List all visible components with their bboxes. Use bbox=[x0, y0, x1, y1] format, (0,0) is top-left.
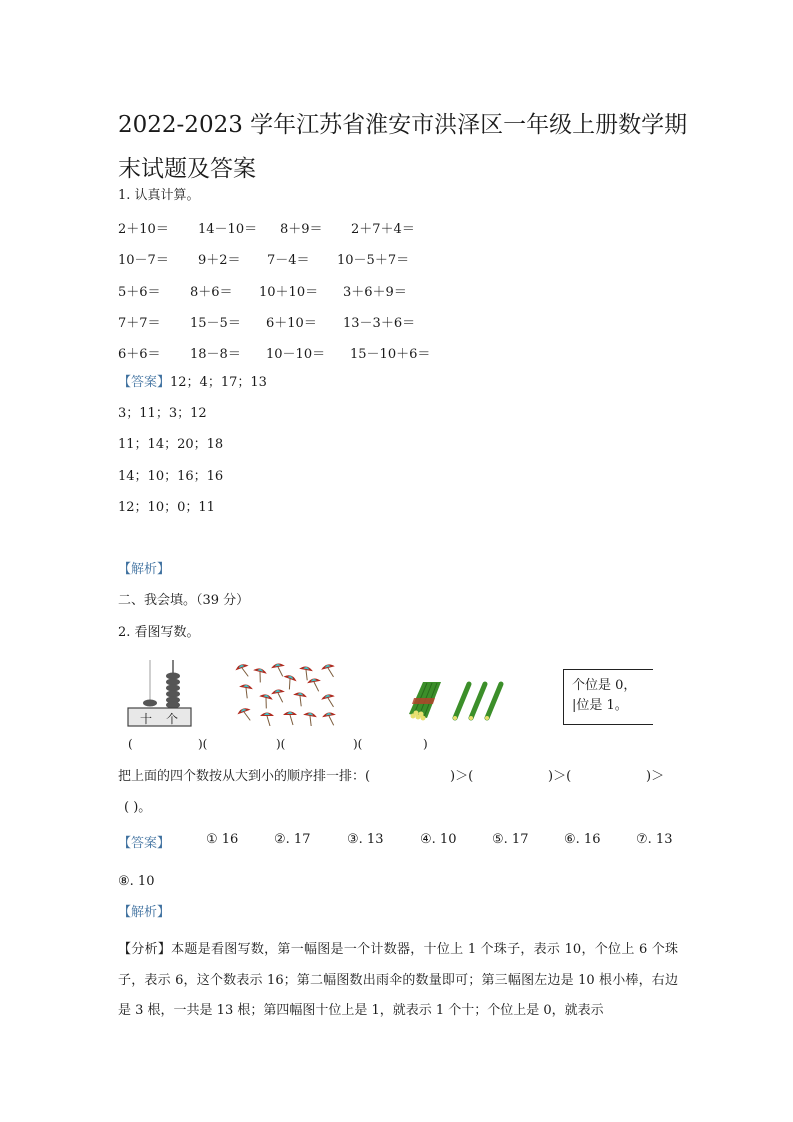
equation: 6＋6＝ bbox=[118, 347, 161, 362]
answer-item: ④. 10 bbox=[420, 832, 457, 847]
answer-blanks bbox=[118, 737, 438, 755]
equation: 8＋9＝ bbox=[280, 222, 323, 237]
umbrella-figure bbox=[230, 658, 340, 726]
equation: 15－10＋6＝ bbox=[350, 347, 431, 362]
answer-item: ③. 13 bbox=[347, 832, 384, 847]
sticks-icon bbox=[405, 672, 510, 724]
tens-label: 十 bbox=[140, 712, 153, 726]
section-heading: 二、我会填。（39 分） bbox=[118, 593, 250, 608]
equation: 3＋6＋9＝ bbox=[343, 285, 407, 300]
blank-paren: ) bbox=[423, 737, 428, 751]
place-value-box bbox=[563, 669, 653, 725]
answer-item: ⑤. 17 bbox=[492, 832, 529, 847]
equation: 10－10＝ bbox=[266, 347, 326, 362]
equation: 2＋7＋4＝ bbox=[351, 222, 415, 237]
answer-values: 14；10；16；16 bbox=[118, 469, 224, 484]
answer-item: ⑦. 13 bbox=[636, 832, 673, 847]
q1-answer-line bbox=[118, 374, 267, 392]
ones-label: 个 bbox=[166, 712, 179, 726]
order-blank: )＞( bbox=[450, 769, 474, 784]
equation: 10－7＝ bbox=[118, 253, 169, 268]
blank-paren: ( bbox=[128, 737, 133, 751]
equation: 10＋10＝ bbox=[259, 285, 319, 300]
loose-sticks bbox=[453, 684, 501, 720]
equation: 15－5＝ bbox=[190, 316, 241, 331]
equation: 13－3＋6＝ bbox=[343, 316, 416, 331]
analysis-text: 【分析】本题是看图写数，第一幅图是一个计数器，十位上 1 个珠子，表示 10，个位上 6 个珠子，表示 6，这个数表示 16；第二幅图数出雨伞的数量即可；第三幅图左边是 10 根小棒，右边是 3 根，一共是 13 根；第四幅图十位上是 1，就表示 1 个十；个位上是 0，就表示 bbox=[118, 942, 678, 1018]
equation: 2＋10＝ bbox=[118, 222, 169, 237]
answer-values: 12；4；17；13 bbox=[170, 375, 267, 390]
answer-item: ⑥. 16 bbox=[564, 832, 601, 847]
umbrella-icon bbox=[230, 658, 340, 726]
order-blank: )＞( bbox=[548, 769, 572, 784]
ones-place-text: 个位是 0， bbox=[572, 678, 637, 693]
order-blank: )＞ bbox=[646, 769, 665, 784]
equation: 7－4＝ bbox=[267, 253, 310, 268]
answer-item: ① 16 bbox=[206, 832, 239, 847]
q1-heading: 1. 认真计算。 bbox=[118, 188, 200, 203]
equation: 6＋10＝ bbox=[266, 316, 317, 331]
answer-item: ②. 17 bbox=[274, 832, 311, 847]
order-last-blank: ( )。 bbox=[124, 800, 152, 815]
equation: 7＋7＝ bbox=[118, 316, 161, 331]
answer-values: 11；14；20；18 bbox=[118, 437, 224, 452]
equation-row bbox=[118, 249, 518, 267]
equation-row bbox=[118, 218, 518, 236]
q2-answer-row bbox=[118, 832, 678, 850]
order-prompt: 把上面的四个数按从大到小的顺序排一排：( bbox=[118, 769, 371, 784]
abacus-figure bbox=[125, 658, 195, 728]
tens-place-text: |位是 1。 bbox=[572, 698, 628, 713]
equation: 10－5＋7＝ bbox=[337, 253, 410, 268]
blank-paren: )( bbox=[198, 737, 208, 751]
answer-values: 12；10；0；11 bbox=[118, 500, 215, 515]
blank-paren: )( bbox=[353, 737, 363, 751]
analysis-tag: 【解析】 bbox=[118, 905, 171, 920]
answer-values: 3；11；3；12 bbox=[118, 406, 207, 421]
page-title: 2022-2023 学年江苏省淮安市洪泽区一年级上册数学期末试题及答案 bbox=[118, 112, 688, 182]
equation: 5＋6＝ bbox=[118, 285, 161, 300]
sticks-figure bbox=[405, 672, 510, 724]
equation-row bbox=[118, 312, 518, 330]
q2-heading: 2. 看图写数。 bbox=[118, 625, 200, 640]
abacus-icon bbox=[125, 658, 195, 728]
equation-row bbox=[118, 343, 518, 361]
answer-item: ⑧. 10 bbox=[118, 874, 155, 889]
equation: 9＋2＝ bbox=[198, 253, 241, 268]
equation-row bbox=[118, 281, 518, 299]
blank-paren: )( bbox=[276, 737, 286, 751]
answer-tag: 【答案】 bbox=[118, 375, 171, 390]
analysis-tag: 【解析】 bbox=[118, 562, 171, 577]
equation: 8＋6＝ bbox=[190, 285, 233, 300]
equation: 14－10＝ bbox=[198, 222, 258, 237]
stick-bundle bbox=[409, 682, 441, 721]
answer-tag: 【答案】 bbox=[118, 836, 171, 851]
equation: 18－8＝ bbox=[190, 347, 241, 362]
